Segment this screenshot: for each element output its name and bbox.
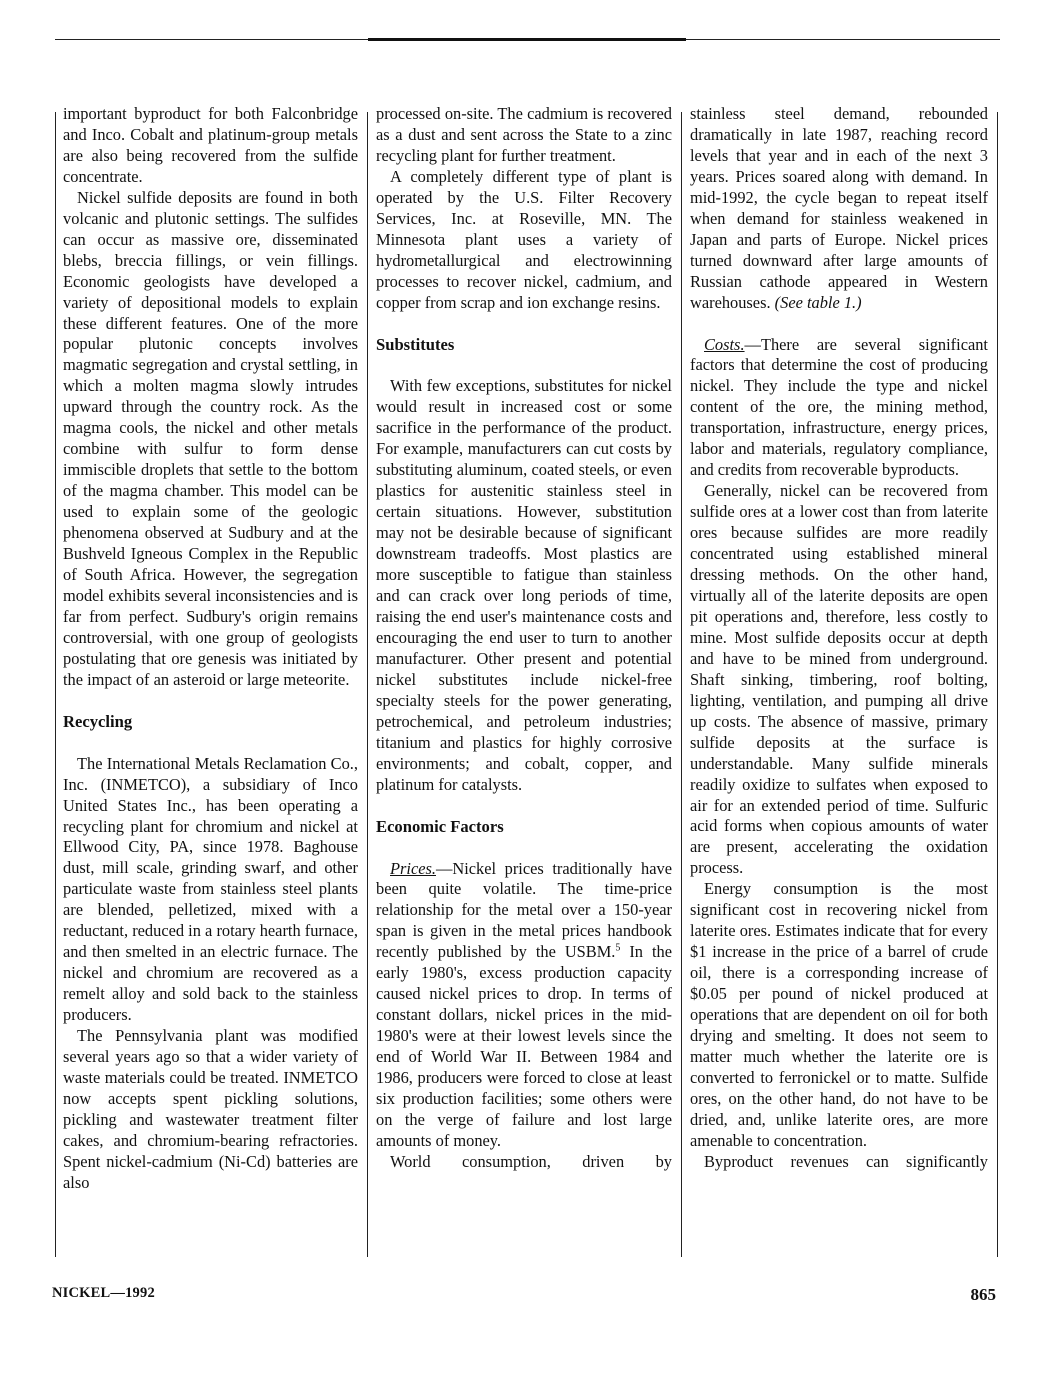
column-rule-right <box>997 112 998 1257</box>
prices-text-a: —Nickel prices traditionally have been quite volatile. The time-price relationship for the metal over a 150-year span is given in the metal prices handbook recently published by the USBM. <box>376 858 672 962</box>
paragraph-sulfide-deposits: Nickel sulfide deposits are found in both volcanic and plutonic settings. The sulfides can occur as massive ore, disseminated blebs, breccia fillings, or vein fillings. Economic geologists have developed a variety of depositional models to explain these different features. One of the more popular plutonic concepts involves magmatic segregation and crystal settling, in which a molten magma slowly intrudes upward through the country rock. As the magma cools, the nickel and other metals combine with sulfur to form dense immiscible droplets that settle to the bottom of the magma chamber. This model can be used to explain some of the geologic phenomena observed at Sudbury and at the Bushveld Igneous Complex in the Republic of South Africa. However, the segregation model exhibits several inconsistencies and is far from perfect. Sudbury's origin remains controversial, with one group of geologists postulating that ore genesis was initiated by the impact of an asteroid or large meteorite. <box>63 187 358 689</box>
paragraph-sulfide-vs-laterite: Generally, nickel can be recovered from sulfide ores at a lower cost than from laterite ores because sulfides are more readily concentrated using established mineral dressing methods. On the other hand, virtually all of the laterite deposits are open pit operations and, therefore, less costly to mine. Most sulfide deposits occur at depth and have to be mined from underground. Shaft sinking, timbering, roof bolting, lighting, ventilation, and pumping all drive up costs. The absence of massive, primary sulfide deposits at the surface is understandable. Many sulfide minerals readily oxidize to sulfates when exposed to air for an extended period of time. Sulfuric acid forms when copious amounts of water are present, accelerating the oxidation process. <box>690 481 988 878</box>
heading-recycling: Recycling <box>63 711 133 731</box>
stainless-demand-text: stainless steel demand, rebounded dramatically in late 1987, reaching record levels that year and in each of the next 3 years. Prices soared along with demand. In mid-1992, the cycle began to repeat itself when demand for stainless weakened in Japan and parts of Europe. Nickel prices turned downward after large amounts of Russian cathode appeared in Western warehouses. <box>690 104 988 312</box>
see-table-reference: (See table 1.) <box>774 292 862 312</box>
paragraph-inmetco: The International Metals Reclamation Co., Inc. (INMETCO), a subsidiary of Inco United States Inc., has been operating a recycling plant for chromium and nickel at Ellwood City, PA, since 1978. Baghouse dust, mill scale, grinding swarf, and other particulate waste from stainless steel plants are blended, pelletized, mixed with a reductant, reduced in a rotary hearth furnace, and then smelted in an electric furnace. The nickel and chromium are recovered as a remelt alloy and sold back to the stainless producers. <box>63 753 358 1025</box>
column-rule-2 <box>681 112 682 1257</box>
paragraph-costs <box>690 335 988 482</box>
column-middle <box>376 104 672 1259</box>
heading-substitutes: Substitutes <box>376 334 455 354</box>
runin-costs: Costs. <box>704 334 745 354</box>
page-number: 865 <box>970 1285 996 1304</box>
paragraph-byproduct: important byproduct for both Falconbridge and Inco. Cobalt and platinum-group metals are also being recovered from the sulfide concentrate. <box>63 104 358 186</box>
column-left <box>63 104 358 1259</box>
paragraph-us-filter: A completely different type of plant is operated by the U.S. Filter Recovery Services, Inc. at Roseville, MN. The Minnesota plant uses a variety of hydrometallurgical and electrowinning processes to recover nickel, cadmium, and copper from scrap and ion exchange resins. <box>376 166 672 312</box>
paragraph-stainless-demand <box>690 104 988 314</box>
column-rule-1 <box>367 112 368 1257</box>
header-rule-accent <box>368 38 686 41</box>
runin-prices: Prices. <box>390 858 436 878</box>
paragraph-pennsylvania-plant: The Pennsylvania plant was modified several years ago so that a wider variety of waste materials could be treated. INMETCO now accepts spent pickling solutions, pickling and wastewater treatment filter cakes, and chromium-bearing refractories. Spent nickel-cadmium (Ni-Cd) batteries are also <box>63 1026 358 1192</box>
paragraph-prices <box>376 859 672 1152</box>
paragraph-substitutes: With few exceptions, substitutes for nickel would result in increased cost or some sacrifice in the performance of the product. For example, manufacturers can cut costs by substituting aluminum, coated steels, or even plastics for austenitic stainless steel in certain situations. However, substitution may not be desirable because of significant downstream tradeoffs. Most plastics are more susceptible to fatigue than stainless and can crack over long periods of time, raising the end user's maintenance costs and encouraging the end user to turn to another manufacturer. Other present and potential nickel substitutes include nickel-free specialty steels for the power generating, petrochemical, and petroleum industries; titanium and plastics for highly corrosive environments; and cobalt, copper, and platinum for catalysts. <box>376 376 672 794</box>
column-rule-left <box>55 112 56 1257</box>
heading-economic-factors: Economic Factors <box>376 816 504 836</box>
costs-text: —There are several significant factors that determine the cost of producing nickel. They include the type and nickel content of the ore, the mining method, transportation, infrastructure, energy prices, labor and materials, regulatory compliance, and credits from recoverable byproducts. <box>690 334 988 480</box>
paragraph-energy-consumption: Energy consumption is the most significant cost in recovering nickel from laterite ores. Estimates indicate that for every $1 increase in the price of a barrel of crude oil, there is a corresponding increase of $0.05 per pound of nickel produced at operations that are dependent on oil for both drying and smelting. It does not seem to matter much whether the laterite ore is converted to ferronickel or to matte. Sulfide ores, on the other hand, do not have to be dried, and, unlike laterite ores, are more amenable to concentration. <box>690 879 988 1150</box>
paragraph-byproduct-revenues: Byproduct revenues can significantly <box>704 1151 988 1171</box>
footnote-5: 5 <box>615 942 621 954</box>
paragraph-world-consumption: World consumption, driven by <box>390 1151 672 1171</box>
footer-title: NICKEL—1992 <box>52 1285 155 1301</box>
column-right <box>690 104 988 1259</box>
paragraph-cadmium: processed on-site. The cadmium is recovered as a dust and sent across the State to a zinc recycling plant for further treatment. <box>376 104 672 165</box>
prices-text-b: In the early 1980's, excess production capacity caused nickel prices to drop. In terms of constant dollars, nickel prices in the mid-1980's were at their lowest levels since the end of World War II. Between 1984 and 1986, producers were forced to close at least six production facilities; some others were on the verge of failure and lost large amounts of money. <box>376 942 672 1150</box>
